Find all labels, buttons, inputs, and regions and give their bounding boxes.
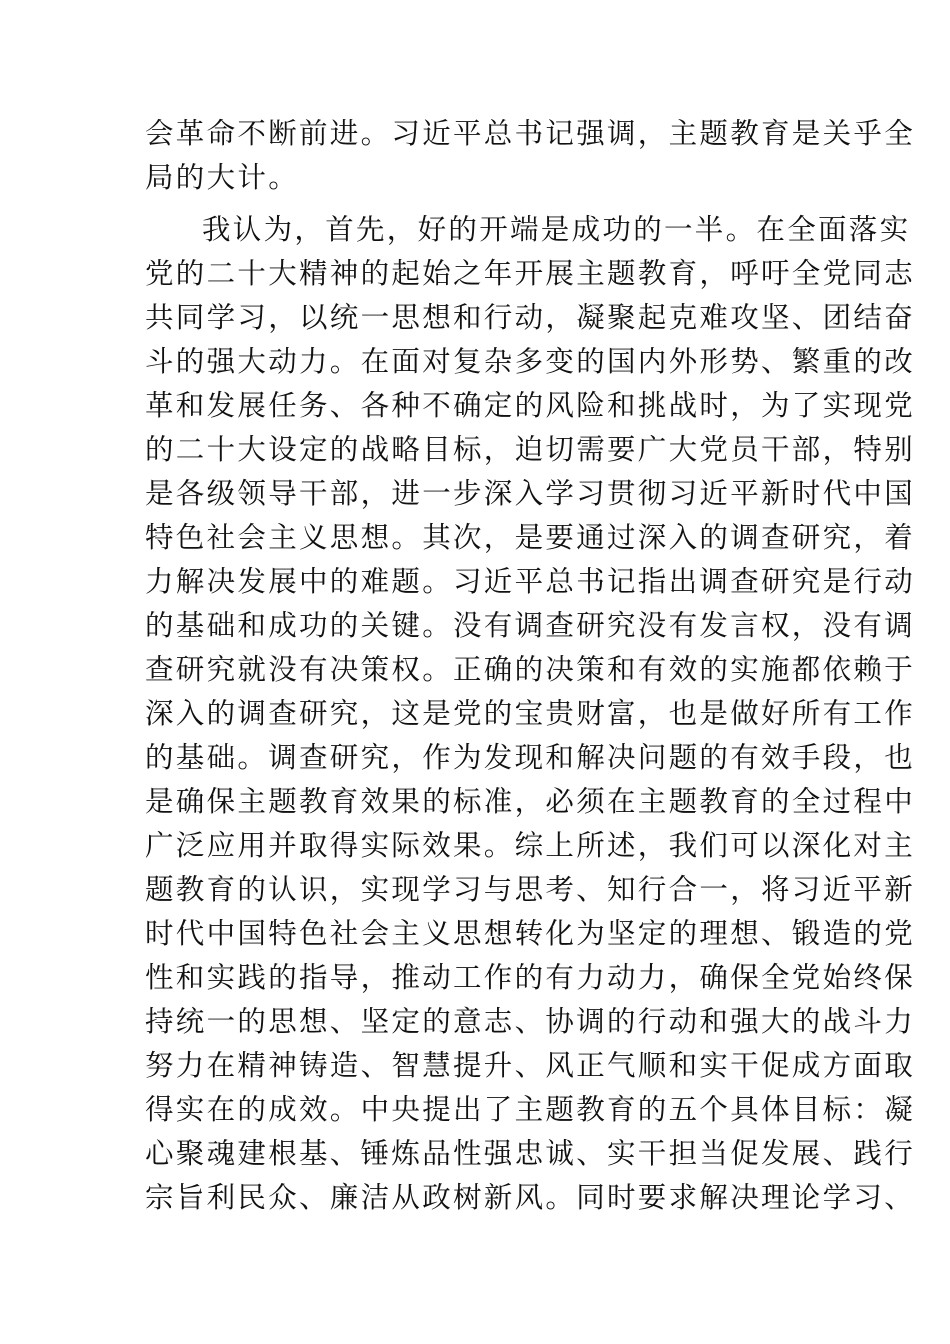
text-line: 党的二十大精神的起始之年开展主题教育，呼吁全党同志 (145, 257, 916, 290)
text-line: 广泛应用并取得实际效果。综上所述，我们可以深化对主 (145, 829, 916, 862)
text-line: 时代中国特色社会主义思想转化为坚定的理想、锻造的党 (145, 917, 916, 950)
text-line: 题教育的认识，实现学习与思考、知行合一，将习近平新 (145, 873, 916, 906)
text-line: 心聚魂建根基、锤炼品性强忠诚、实干担当促发展、践行 (145, 1137, 916, 1170)
text-line: 努力在精神铸造、智慧提升、风正气顺和实干促成方面取 (145, 1049, 916, 1082)
text-line: 斗的强大动力。在面对复杂多变的国内外形势、繁重的改 (145, 345, 916, 378)
text-line: 会革命不断前进。习近平总书记强调，主题教育是关乎全 (145, 117, 916, 150)
text-line: 的二十大设定的战略目标，迫切需要广大党员干部，特别 (145, 433, 916, 466)
text-line: 宗旨利民众、廉洁从政树新风。同时要求解决理论学习、 (145, 1181, 916, 1214)
text-line: 得实在的成效。中央提出了主题教育的五个具体目标：凝 (145, 1093, 916, 1126)
text-line: 性和实践的指导，推动工作的有力动力，确保全党始终保 (145, 961, 916, 994)
text-line: 局的大计。 (145, 161, 300, 194)
paragraph-main (145, 208, 916, 1220)
text-line: 深入的调查研究，这是党的宝贵财富，也是做好所有工作 (145, 697, 916, 730)
text-line: 查研究就没有决策权。正确的决策和有效的实施都依赖于 (145, 653, 916, 686)
text-line: 共同学习，以统一思想和行动，凝聚起克难攻坚、团结奋 (145, 301, 916, 334)
text-line: 持统一的思想、坚定的意志、协调的行动和强大的战斗力 (145, 1005, 916, 1038)
text-line: 的基础和成功的关键。没有调查研究没有发言权，没有调 (145, 609, 916, 642)
text-line: 力解决发展中的难题。习近平总书记指出调查研究是行动 (145, 565, 916, 598)
text-line-indented: 我认为，首先，好的开端是成功的一半。在全面落实 (202, 213, 911, 246)
text-line: 是确保主题教育效果的标准，必须在主题教育的全过程中 (145, 785, 916, 818)
paragraph-continued (145, 112, 916, 200)
text-line: 特色社会主义思想。其次，是要通过深入的调查研究，着 (145, 521, 916, 554)
text-line: 的基础。调查研究，作为发现和解决问题的有效手段，也 (145, 741, 916, 774)
text-line: 革和发展任务、各种不确定的风险和挑战时，为了实现党 (145, 389, 916, 422)
text-line: 是各级领导干部，进一步深入学习贯彻习近平新时代中国 (145, 477, 916, 510)
